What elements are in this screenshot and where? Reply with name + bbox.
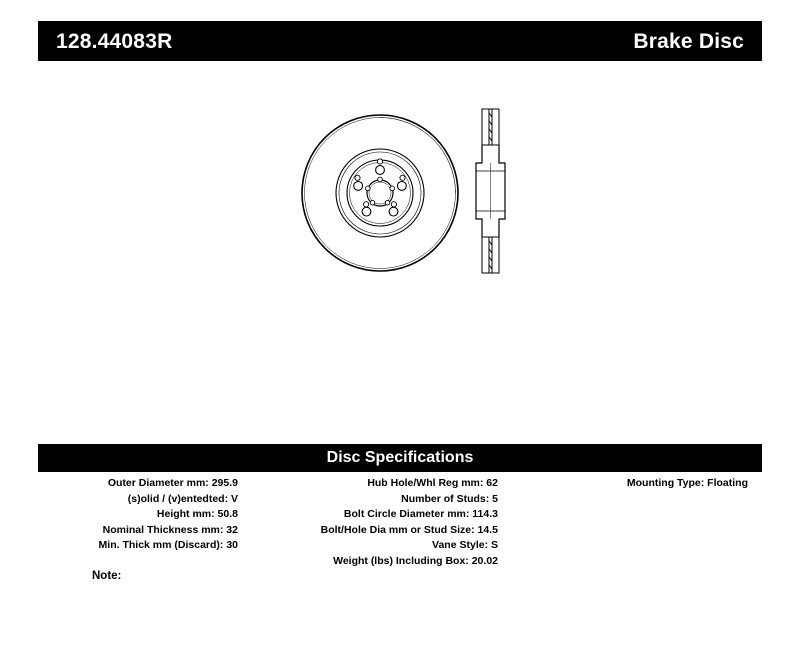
rotor-section-svg bbox=[458, 101, 528, 281]
rotor-face-svg bbox=[290, 103, 470, 283]
note-label: Note: bbox=[92, 570, 122, 582]
specs-header-bar bbox=[38, 444, 762, 472]
spec-item: Height mm: 50.8 bbox=[156, 508, 238, 520]
specs-column-left bbox=[38, 476, 238, 554]
spec-item: Hub Hole/Whl Reg mm: 62 bbox=[367, 477, 498, 489]
brake-rotor-section-view bbox=[458, 101, 528, 281]
specs-column-middle bbox=[250, 476, 498, 569]
spec-item: Number of Studs: 5 bbox=[401, 492, 498, 505]
spec-item: Weight (lbs) Including Box: 20.02 bbox=[333, 554, 498, 567]
specs-body bbox=[38, 476, 762, 596]
spec-item: Mounting Type: Floating bbox=[626, 477, 748, 489]
spec-item: Outer Diameter mm: 295.9 bbox=[107, 477, 238, 489]
spec-item: Bolt/Hole Dia mm or Stud Size: 14.5 bbox=[320, 523, 498, 536]
part-number: 128.44083R bbox=[56, 29, 173, 53]
spec-item: Nominal Thickness mm: 32 bbox=[102, 523, 238, 536]
specs-title: Disc Specifications bbox=[326, 449, 474, 466]
brake-rotor-face-view bbox=[290, 103, 470, 283]
specs-column-right bbox=[518, 476, 748, 492]
spec-item: Min. Thick mm (Discard): 30 bbox=[98, 539, 238, 551]
product-drawing bbox=[38, 75, 762, 425]
spec-item: (s)olid / (v)entedted: V bbox=[127, 492, 238, 505]
title-bar bbox=[38, 21, 762, 61]
product-type-label: Brake Disc bbox=[633, 29, 744, 53]
spec-item: Bolt Circle Diameter mm: 114.3 bbox=[343, 508, 498, 520]
spec-item: Vane Style: S bbox=[432, 539, 498, 551]
